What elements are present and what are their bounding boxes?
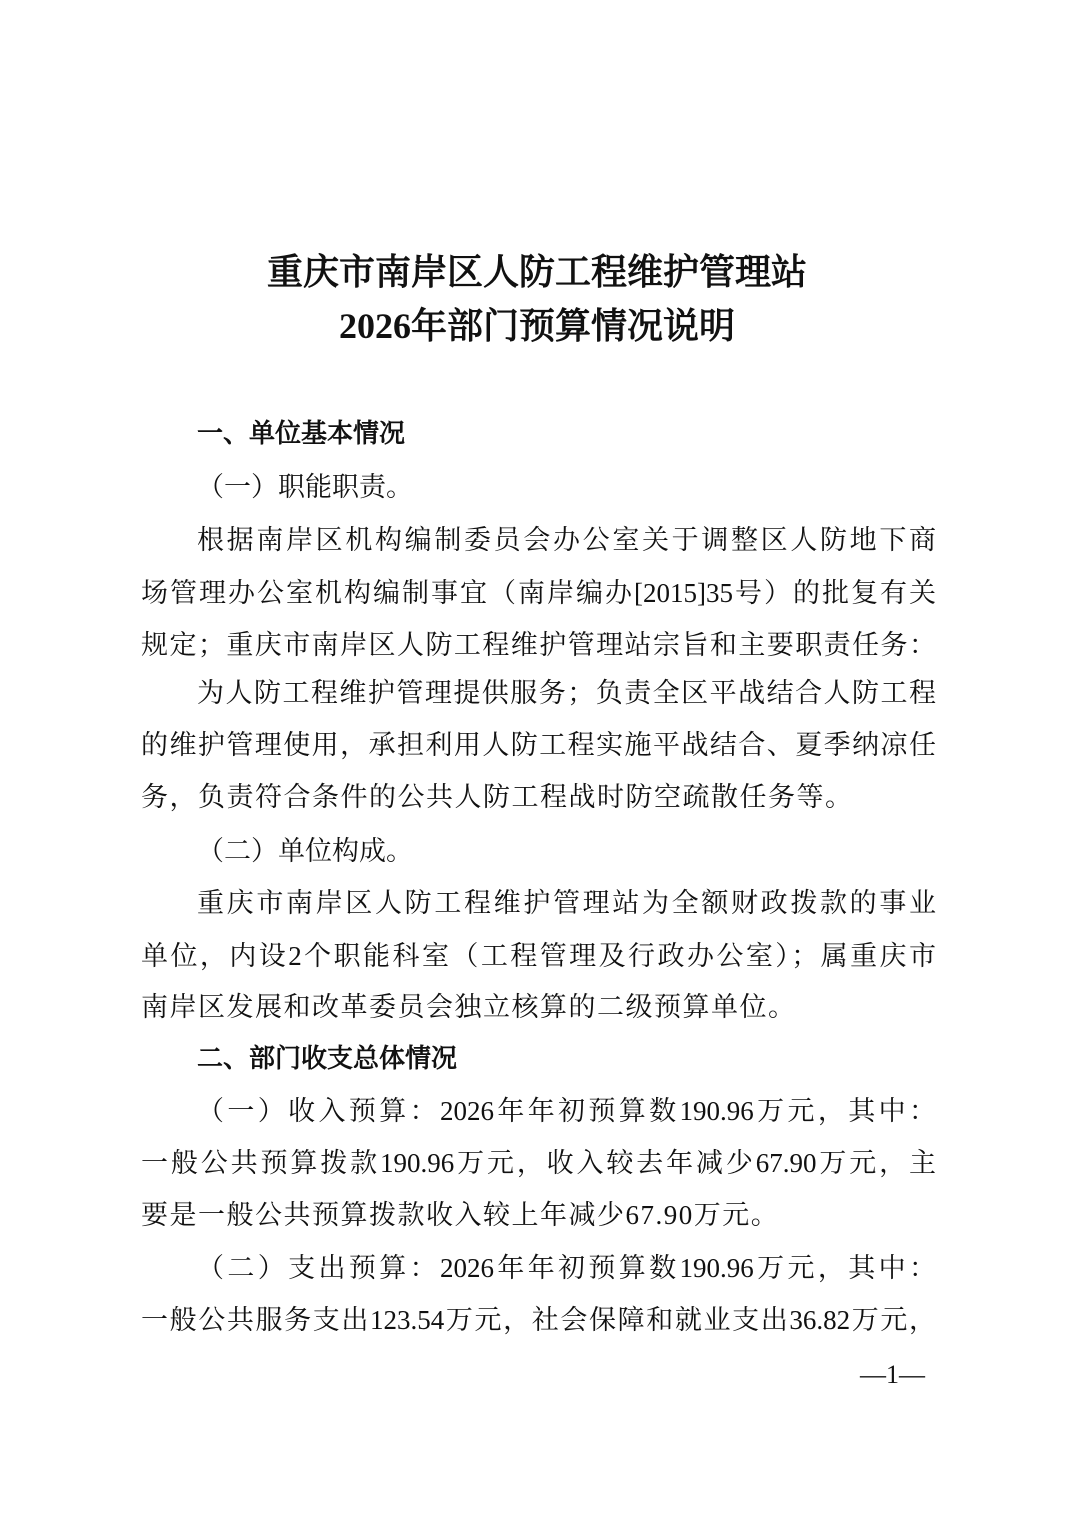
paragraph-line: （一）收入预算：2026年年初预算数190.96万元，其中： — [197, 1096, 936, 1126]
paragraph-line: 根据南岸区机构编制委员会办公室关于调整区人防地下商 — [197, 525, 936, 555]
paragraph-line: （二）支出预算：2026年年初预算数190.96万元，其中： — [197, 1253, 936, 1283]
section-heading-1: 一、单位基本情况 — [197, 418, 406, 448]
document-title-line-1: 重庆市南岸区人防工程维护管理站 — [266, 252, 807, 292]
paragraph-line: 南岸区发展和改革委员会独立核算的二级预算单位。 — [141, 992, 797, 1022]
paragraph-line: 规定；重庆市南岸区人防工程维护管理站宗旨和主要职责任务： — [141, 630, 936, 660]
section-heading-2: 二、部门收支总体情况 — [197, 1043, 458, 1073]
document-title-line-2: 2026年部门预算情况说明 — [338, 306, 735, 346]
paragraph-line: 场管理办公室机构编制事宜（南岸编办[2015]35号）的批复有关 — [141, 578, 936, 608]
paragraph-line: 一般公共服务支出123.54万元，社会保障和就业支出36.82万元， — [141, 1305, 936, 1335]
paragraph-line: 一般公共预算拨款190.96万元，收入较去年减少67.90万元，主 — [141, 1148, 936, 1178]
subheading-composition: （二）单位构成。 — [197, 836, 413, 866]
paragraph-line: 要是一般公共预算拨款收入较上年减少67.90万元。 — [141, 1200, 780, 1230]
paragraph-line: 单位，内设2个职能科室（工程管理及行政办公室）；属重庆市 — [141, 941, 936, 971]
paragraph-line: 为人防工程维护管理提供服务；负责全区平战结合人防工程 — [197, 678, 936, 708]
paragraph-line: 的维护管理使用，承担利用人防工程实施平战结合、夏季纳凉任 — [141, 730, 936, 760]
paragraph-line: 务，负责符合条件的公共人防工程战时防空疏散任务等。 — [141, 782, 854, 812]
subheading-duties: （一）职能职责。 — [197, 472, 413, 502]
paragraph-line: 重庆市南岸区人防工程维护管理站为全额财政拨款的事业 — [197, 888, 936, 918]
page-number: —1— — [860, 1360, 925, 1389]
